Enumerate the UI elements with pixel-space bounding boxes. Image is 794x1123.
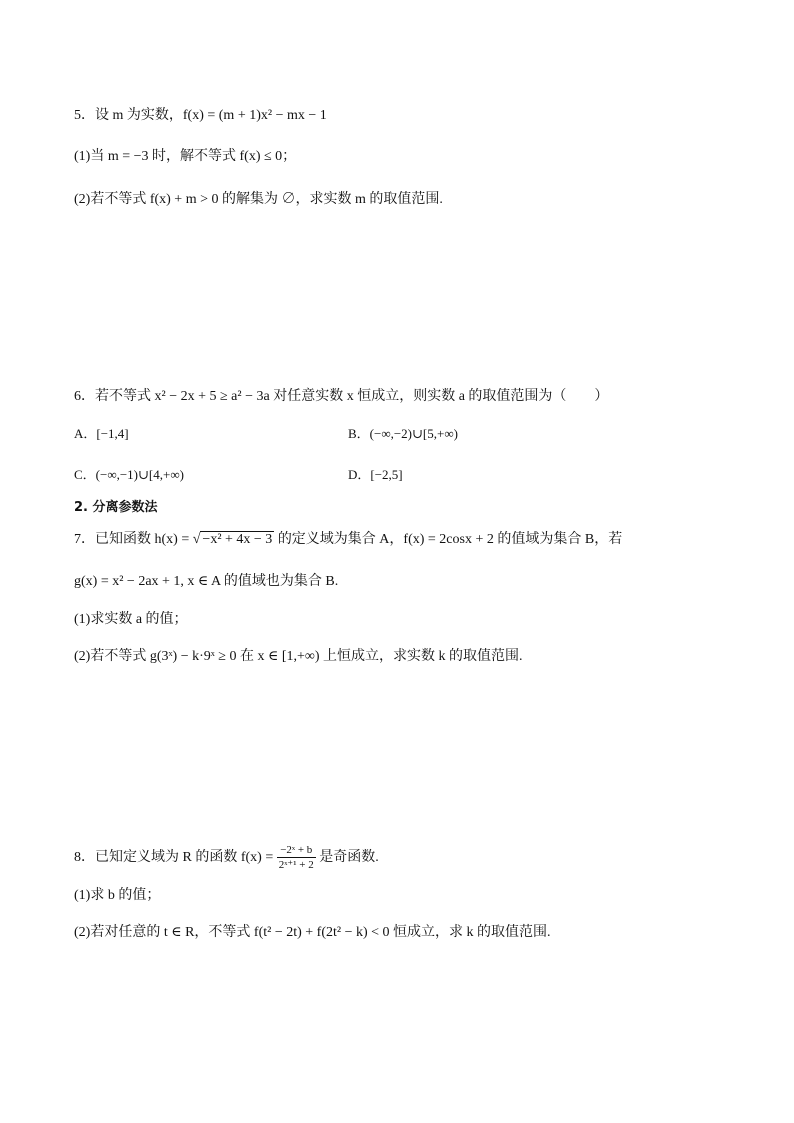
q8-stem-prefix: 8．已知定义域为 R 的函数 f(x) = [74, 850, 277, 865]
q6-option-c: C．(−∞,−1)∪[4,+∞) [74, 467, 184, 482]
q5-part1: (1)当 m = −3 时，解不等式 f(x) ≤ 0； [74, 149, 297, 164]
q8-part1: (1)求 b 的值； [74, 888, 161, 903]
q7-stem-suffix: 的定义域为集合 A，f(x) = 2cosx + 2 的值域为集合 B，若 [274, 532, 623, 547]
q7-stem-prefix: 7．已知函数 h(x) = [74, 532, 193, 547]
q8-fraction-denominator: 2ˣ⁺¹ + 2 [278, 859, 314, 872]
q7-part1: (1)求实数 a 的值； [74, 612, 188, 627]
q8-part2: (2)若对任意的 t ∈ R，不等式 f(t² − 2t) + f(2t² − k) < 0 恒成立，求 k 的取值范围. [74, 925, 551, 940]
q8-fraction [277, 843, 316, 872]
q8-stem-suffix: 是奇函数. [315, 850, 379, 865]
q8-fraction-numerator: −2ˣ + b [277, 843, 316, 858]
q7-sqrt-radicand: −x² + 4x − 3 [202, 532, 273, 547]
q5-part2: (2)若不等式 f(x) + m > 0 的解集为 ∅，求实数 m 的取值范围. [74, 192, 443, 207]
q6-stem: 6．若不等式 x² − 2x + 5 ≥ a² − 3a 对任意实数 x 恒成立，则实数 a 的取值范围为（ ） [74, 389, 609, 404]
section-heading: 2. 分离参数法 [74, 500, 158, 515]
q7-part2: (2)若不等式 g(3ˣ) − k·9ˣ ≥ 0 在 x ∈ [1,+∞) 上恒成立，求实数 k 的取值范围. [74, 649, 523, 664]
q5-stem: 5．设 m 为实数，f(x) = (m + 1)x² − mx − 1 [74, 108, 327, 123]
q7-stem-line2: g(x) = x² − 2ax + 1, x ∈ A 的值域也为集合 B. [74, 574, 339, 589]
sqrt-symbol-icon: √ [192, 532, 201, 547]
q6-option-d: D．[−2,5] [348, 467, 403, 482]
q6-option-b: B．(−∞,−2)∪[5,+∞) [348, 426, 458, 441]
q8-stem [74, 840, 379, 876]
q6-option-a: A．[−1,4] [74, 426, 129, 441]
q7-stem [74, 530, 622, 550]
